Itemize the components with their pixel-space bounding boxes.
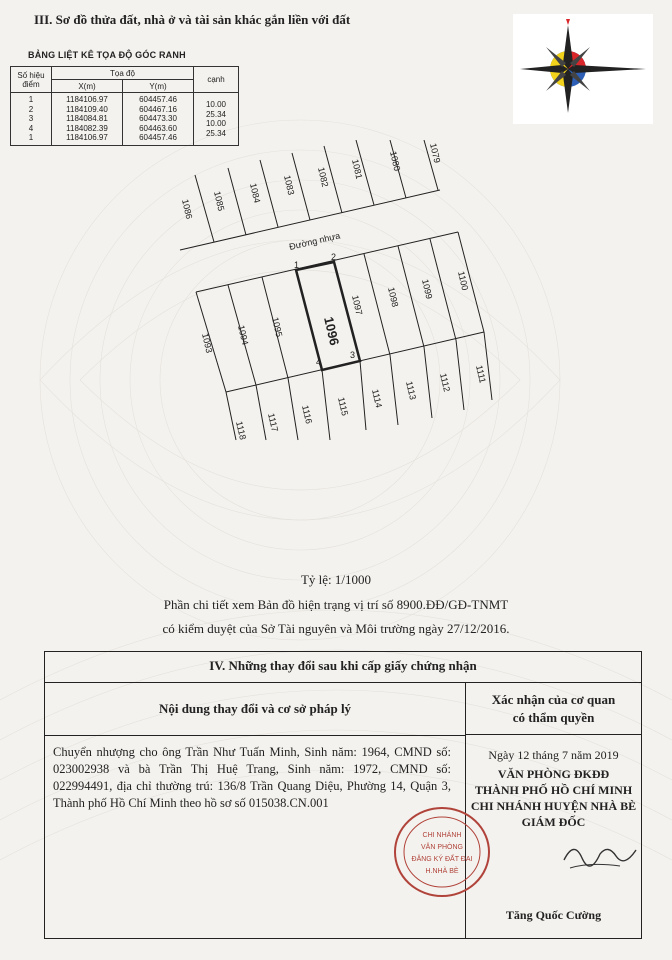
parcel-label-1111: 1111: [474, 364, 488, 385]
parcel-label-1081: 1081: [350, 158, 365, 180]
stamp-line-2: VĂN PHÒNG: [420, 844, 464, 851]
edge-header: cạnh: [194, 67, 239, 93]
parcel-label-1094: 1094: [236, 324, 251, 346]
parcel-label-1115: 1115: [336, 396, 350, 417]
point-number-header-line1: Số hiệu: [17, 70, 45, 80]
table-cell-y: 604467.16: [139, 104, 177, 114]
parcel-label-1100: 1100: [456, 270, 471, 292]
confirmation-date: Ngày 12 tháng 7 năm 2019: [488, 748, 619, 762]
corner-label-3: 3: [350, 350, 356, 360]
change-content-header: Nội dung thay đổi và cơ sở pháp lý: [45, 683, 466, 736]
parcel-label-1086: 1086: [180, 198, 195, 220]
official-stamp-icon: [392, 805, 492, 899]
table-cell-x: 1184109.40: [66, 104, 108, 114]
table-cell-edge: 10.00: [205, 100, 227, 109]
table-cell-x: 1184106.97: [66, 133, 108, 142]
transfer-description: Chuyển nhượng cho ông Trần Như Tuấn Minh, Sinh năm: 1964, CMND số: 023002938 và bà Trần Thị Huệ Trang, Sinh năm: 1972, CMND số: 022994491, địa chỉ thường trú: 136/8 Trần Quang Diệu, Phường 14, Quận 3, Thành phố Hồ Chí Minh theo hồ sơ số 015038.CN.001: [53, 745, 451, 810]
table-cell-y: 604457.46: [139, 95, 177, 104]
corner-label-2: 2: [331, 252, 337, 262]
corner-coordinates-table: [10, 66, 239, 146]
map-scale: Tỷ lệ: 1/1000: [300, 572, 372, 587]
point-number-column: [11, 93, 52, 146]
parcel-map: [0, 140, 672, 580]
edge-column: [194, 93, 239, 146]
parcel-label-1098: 1098: [386, 286, 401, 308]
authority-header-line2: có thẩm quyền: [512, 710, 595, 725]
parcel-label-1117: 1117: [266, 412, 280, 433]
lot-lines-middle: [196, 232, 484, 392]
parcel-label-1097: 1097: [350, 294, 365, 316]
corner-label-1: 1: [294, 260, 300, 270]
main-parcel-label: 1096: [321, 315, 343, 347]
table-cell-point: 1: [28, 133, 34, 142]
parcel-label-1099: 1099: [420, 278, 435, 300]
stamp-line-3: ĐĂNG KÝ ĐẤT ĐAI: [411, 856, 473, 863]
parcel-label-1114: 1114: [370, 388, 384, 409]
road-label: Đường nhựa: [288, 230, 342, 252]
corner-label-4: 4: [316, 357, 322, 367]
table-cell-edge: 25.34: [205, 109, 227, 119]
detail-reference-line-2: có kiểm duyệt của Sở Tài nguyên và Môi trường ngày 27/12/2016.: [162, 621, 510, 636]
parcel-label-1082: 1082: [316, 166, 331, 188]
section-4-title: IV. Những thay đổi sau khi cấp giấy chứng nhận: [45, 652, 641, 683]
parcel-label-1095: 1095: [270, 316, 285, 338]
y-header: Y(m): [123, 80, 194, 93]
y-column: [123, 93, 194, 146]
table-cell-y: 604457.46: [139, 133, 177, 142]
table-cell-point: 1: [28, 95, 34, 104]
parcel-label-1118: 1118: [234, 420, 248, 441]
table-cell-x: 1184106.97: [66, 95, 108, 104]
lot-lines-top: [195, 140, 438, 242]
detail-reference-line-1: Phần chi tiết xem Bản đồ hiện trạng vị trí số 8900.ĐĐ/GĐ-TNMT: [163, 597, 509, 612]
issuing-office: [466, 766, 641, 830]
table-cell-y: 604463.60: [139, 123, 177, 133]
table-cell-x: 1184084.81: [66, 114, 108, 123]
stamp-line-1: CHI NHÁNH: [422, 832, 462, 839]
signature-icon: [560, 830, 640, 880]
changes-after-certification-table: [44, 651, 642, 939]
parcel-label-1080: 1080: [388, 150, 403, 172]
signer-name: Tăng Quốc Cường: [505, 908, 602, 922]
table-cell-point: 4: [28, 123, 34, 133]
parcel-label-1079: 1079: [428, 142, 443, 164]
parcel-label-1083: 1083: [282, 174, 297, 196]
coord-header: Tọa độ: [52, 67, 194, 80]
table-cell-x: 1184082.39: [66, 123, 108, 133]
x-column: [52, 93, 123, 146]
parcel-label-1112: 1112: [438, 372, 452, 393]
parcel-label-1116: 1116: [300, 404, 314, 425]
x-header: X(m): [52, 80, 123, 93]
parcel-label-1085: 1085: [212, 190, 227, 212]
office-line-3: CHI NHÁNH HUYỆN NHÀ BÈ: [470, 799, 637, 813]
table-cell-y: 604473.30: [139, 114, 177, 123]
coord-table-title: BẢNG LIỆT KÊ TỌA ĐỘ GÓC RANH: [28, 50, 186, 60]
office-line-4: GIÁM ĐỐC: [521, 815, 586, 829]
office-line-2: THÀNH PHỐ HỒ CHÍ MINH: [474, 783, 633, 797]
table-cell-point: 2: [28, 104, 34, 114]
parcel-label-1113: 1113: [404, 380, 418, 401]
authority-header-line1: Xác nhận của cơ quan: [491, 692, 616, 707]
point-number-header: [11, 67, 52, 93]
compass-rose-icon: [513, 14, 653, 124]
table-cell-point: 3: [28, 114, 34, 123]
section-3-title: III. Sơ đồ thửa đất, nhà ở và tài sản khác gắn liền với đất: [34, 12, 351, 27]
stamp-line-4: H.NHÀ BÈ: [425, 868, 459, 875]
authority-confirmation-header: [466, 683, 641, 735]
point-number-header-line2: điểm: [22, 79, 40, 89]
parcel-label-1084: 1084: [248, 182, 263, 204]
lot-lines-bottom: [226, 332, 492, 440]
parcel-label-1093: 1093: [200, 332, 215, 354]
table-cell-edge: 10.00: [205, 119, 227, 128]
table-cell-edge: 25.34: [205, 128, 227, 138]
office-line-1: VĂN PHÒNG ĐKĐĐ: [497, 767, 610, 781]
